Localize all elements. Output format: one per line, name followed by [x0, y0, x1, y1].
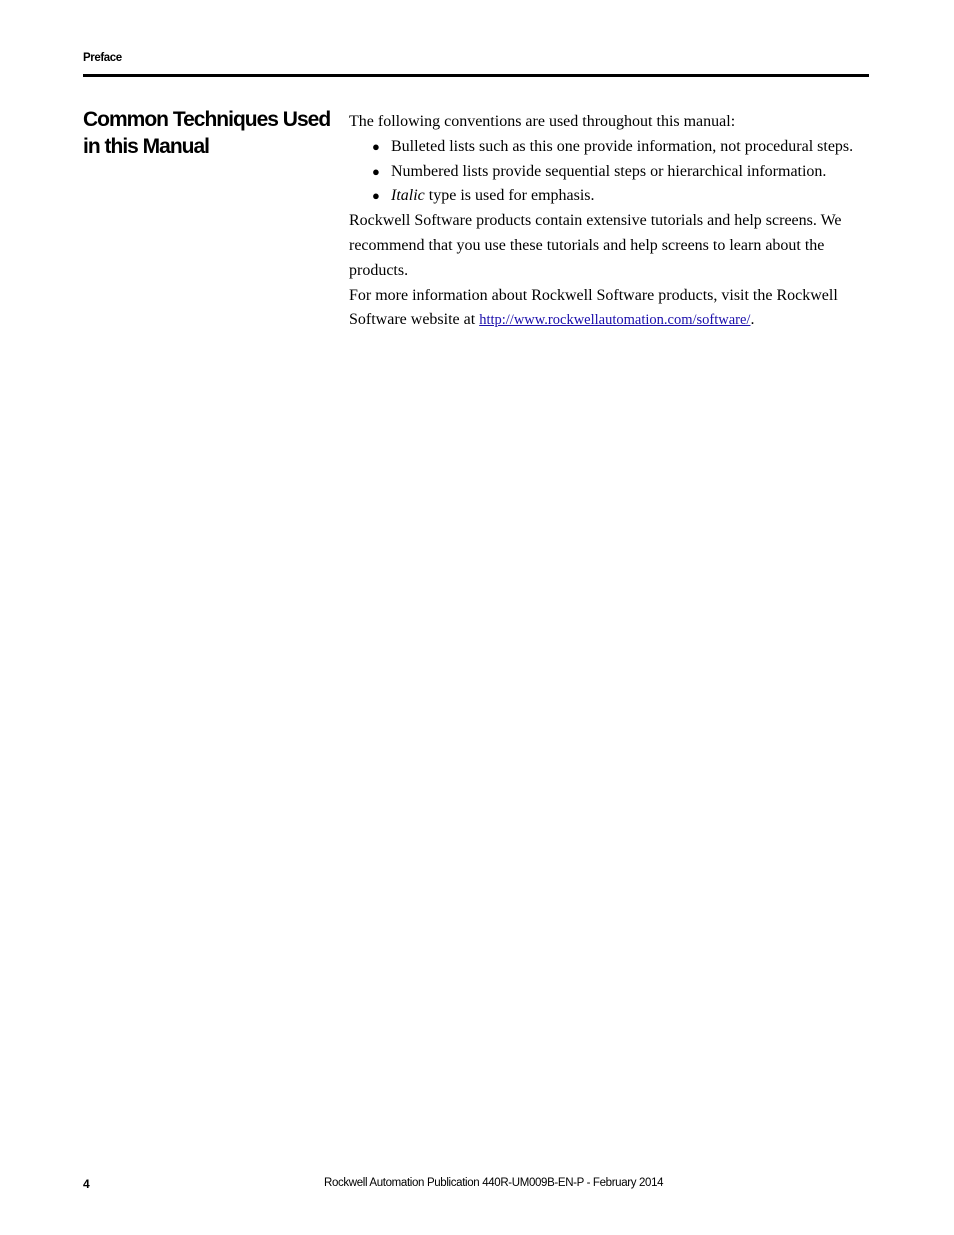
- list-item-text: type is used for emphasis.: [424, 187, 595, 205]
- list-item-text: Numbered lists provide sequential steps or hierarchical information.: [391, 162, 827, 180]
- list-item: [349, 160, 864, 185]
- tutorials-paragraph: Rockwell Software products contain extensive tutorials and help screens. We recommend that you use these tutorials and help screens to learn about the products.: [349, 212, 842, 279]
- header-rule: [83, 74, 869, 77]
- website-paragraph: [349, 284, 864, 334]
- publication-info: Rockwell Automation Publication 440R-UM009B-EN-P - February 2014: [324, 1177, 664, 1189]
- body-column: [349, 110, 864, 333]
- section-heading: Common Techniques Used in this Manual: [83, 108, 331, 158]
- software-website-link[interactable]: http://www.rockwellautomation.com/software/: [479, 312, 751, 329]
- website-text: For more information about Rockwell Software products, visit the Rockwell Software website at: [349, 286, 838, 329]
- list-item-text: Bulleted lists such as this one provide information, not procedural steps.: [391, 137, 854, 155]
- page-number: 4: [83, 1177, 90, 1191]
- running-header: Preface: [83, 52, 122, 64]
- italic-example: Italic: [391, 187, 425, 205]
- bullet-icon: ●: [372, 188, 380, 204]
- bullet-icon: ●: [372, 138, 380, 154]
- conventions-list: [349, 135, 864, 209]
- list-item: [349, 184, 864, 209]
- bullet-icon: ●: [372, 163, 380, 179]
- list-item: [349, 135, 864, 160]
- intro-paragraph: The following conventions are used throughout this manual:: [349, 113, 736, 130]
- website-text-end: .: [750, 311, 755, 329]
